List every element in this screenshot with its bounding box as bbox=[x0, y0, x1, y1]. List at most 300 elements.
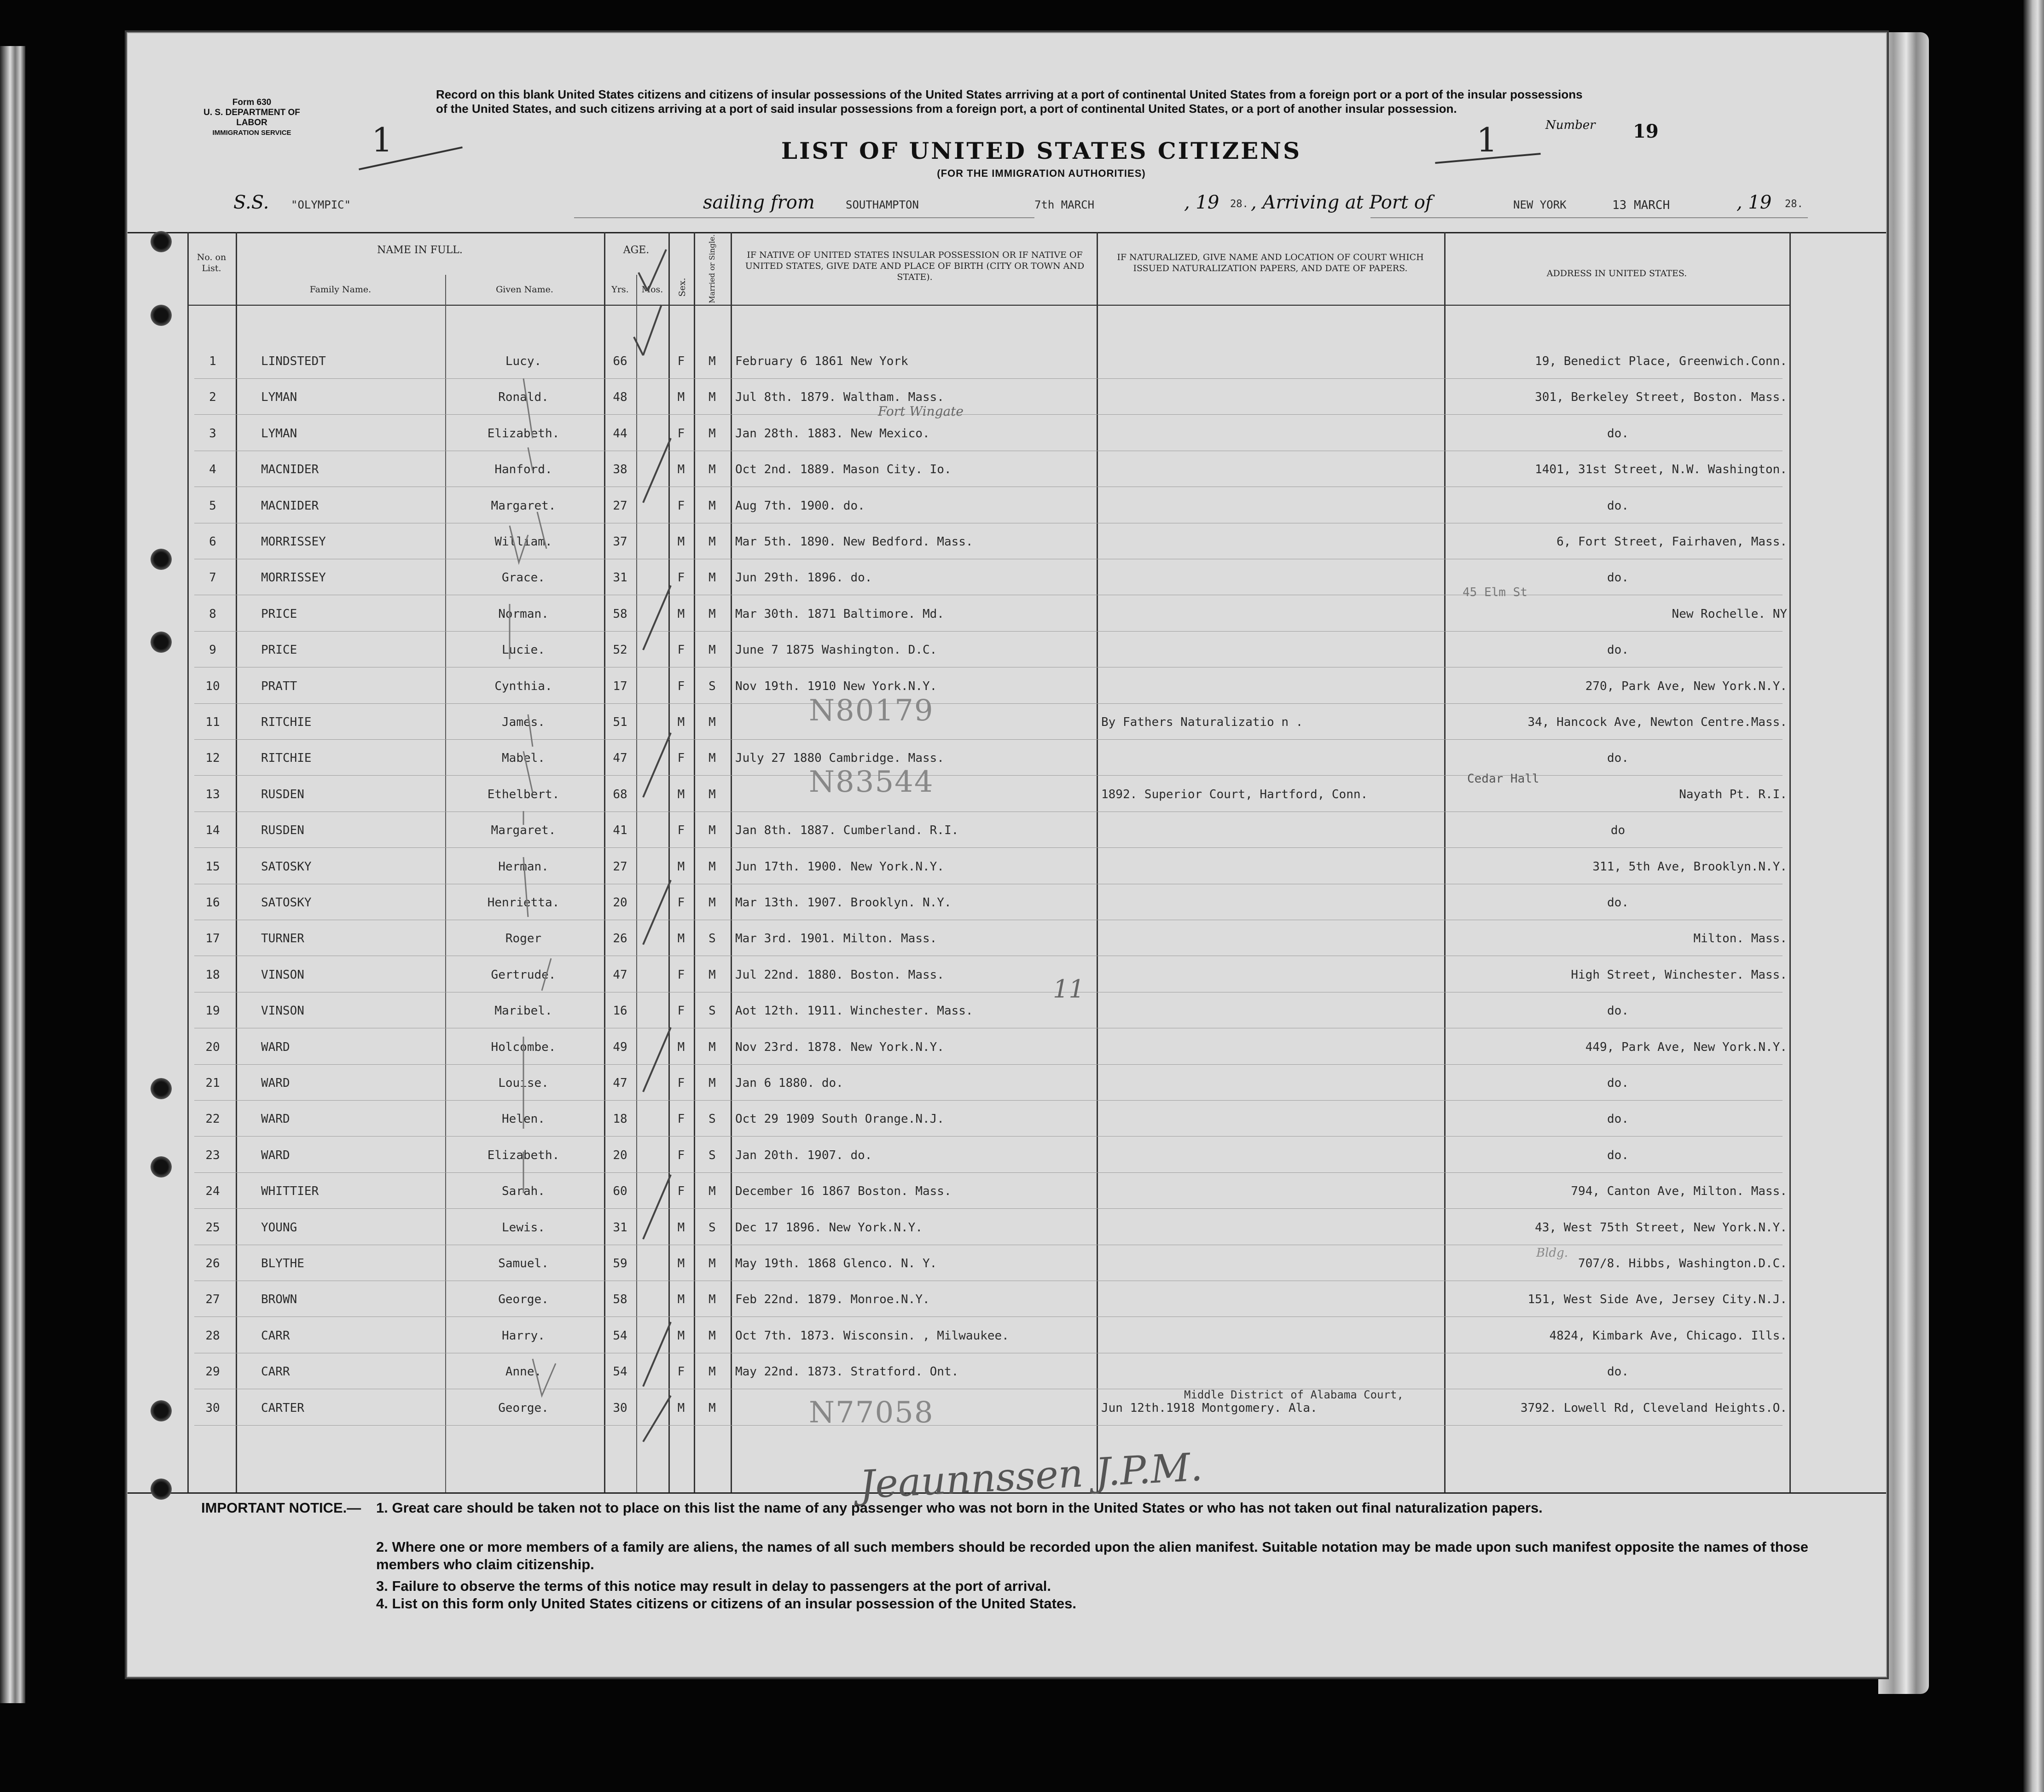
binder-hole bbox=[151, 305, 172, 326]
sex: F bbox=[677, 824, 685, 838]
family-name: MORRISSEY bbox=[261, 535, 326, 549]
row-number: 28 bbox=[205, 1328, 220, 1343]
annotation-price-address: 45 Elm St bbox=[1463, 586, 1527, 599]
sex: F bbox=[677, 1112, 685, 1126]
binder-hole bbox=[151, 1156, 172, 1177]
row-number: 5 bbox=[209, 499, 216, 513]
family-name: PRATT bbox=[261, 679, 297, 693]
binder-hole bbox=[151, 632, 172, 653]
row-number: 18 bbox=[205, 968, 220, 982]
birth-info: Oct 29 1909 South Orange.N.J. bbox=[735, 1112, 944, 1126]
us-address: 19, Benedict Place, Greenwich.Conn. bbox=[1535, 354, 1787, 368]
notice-heading: IMPORTANT NOTICE.— bbox=[201, 1500, 361, 1516]
marital-status: M bbox=[708, 751, 716, 766]
check-mark-8 bbox=[643, 1322, 671, 1386]
given-name: Holcombe. bbox=[491, 1040, 556, 1054]
notice-item-1: 1. Great care should be taken not to place on this list the name of any passenger who was not born in the United States or who has not taken out final naturalization papers. bbox=[376, 1500, 1543, 1516]
given-name: Ethelbert. bbox=[487, 787, 560, 801]
check-mark-3 bbox=[643, 586, 671, 650]
ss-label: S.S. bbox=[233, 192, 269, 213]
marital-status: M bbox=[708, 463, 716, 477]
row-number: 22 bbox=[205, 1112, 220, 1126]
given-name: Helen. bbox=[502, 1112, 545, 1126]
marital-status: M bbox=[708, 535, 716, 549]
age-years: 48 bbox=[613, 390, 627, 405]
family-name: WARD bbox=[261, 1040, 290, 1054]
given-name: William. bbox=[494, 535, 552, 549]
arrival-year: 28. bbox=[1785, 198, 1803, 210]
row-number: 8 bbox=[209, 607, 216, 621]
age-years: 59 bbox=[613, 1257, 627, 1270]
given-name: Elizabeth. bbox=[487, 426, 560, 441]
check-mark-9 bbox=[643, 1396, 671, 1442]
family-name: CARR bbox=[261, 1328, 290, 1343]
given-name: Hanford. bbox=[494, 463, 552, 477]
age-years: 18 bbox=[613, 1112, 627, 1126]
sex: M bbox=[677, 1401, 685, 1415]
us-address: 301, Berkeley Street, Boston. Mass. bbox=[1535, 390, 1787, 405]
col-header-birth: IF NATIVE OF UNITED STATES INSULAR POSSESSION OR IF NATIVE OF UNITED STATES, GIVE DATE AND PLACE OF BIRTH (CITY OR TOWN AND STATE). bbox=[745, 250, 1085, 282]
sex: M bbox=[677, 535, 685, 549]
binder-hole bbox=[151, 549, 172, 570]
marital-status: M bbox=[708, 896, 716, 910]
check-mark-header bbox=[639, 249, 666, 291]
us-address: 43, West 75th Street, New York.N.Y. bbox=[1535, 1220, 1787, 1235]
age-years: 54 bbox=[613, 1365, 627, 1379]
row-number: 30 bbox=[205, 1401, 220, 1415]
marital-status: M bbox=[708, 1365, 716, 1379]
arriving-label: , Arriving at Port of bbox=[1251, 192, 1432, 213]
us-address: 270, Park Ave, New York.N.Y. bbox=[1585, 679, 1787, 693]
us-address: do. bbox=[1607, 1004, 1629, 1018]
page-mark-right: 1 bbox=[1476, 121, 1498, 159]
sex: M bbox=[677, 859, 685, 874]
sex: F bbox=[677, 1184, 685, 1199]
form-number: Form 630 bbox=[232, 98, 272, 107]
us-address: 151, West Side Ave, Jersey City.N.J. bbox=[1527, 1293, 1787, 1307]
birth-info: Jan 28th. 1883. New Mexico. bbox=[735, 426, 930, 441]
ship-name: "OLYMPIC" bbox=[291, 198, 351, 211]
us-address: do. bbox=[1607, 896, 1629, 910]
department-name: U. S. DEPARTMENT OF LABOR bbox=[203, 108, 300, 128]
family-name: LINDSTEDT bbox=[261, 354, 326, 368]
family-name: CARR bbox=[261, 1365, 290, 1379]
sex: M bbox=[677, 1328, 685, 1343]
family-name: RUSDEN bbox=[261, 787, 304, 801]
family-name: RITCHIE bbox=[261, 751, 312, 766]
age-years: 38 bbox=[613, 463, 627, 477]
row-number: 13 bbox=[205, 787, 220, 801]
birth-info: Mar 5th. 1890. New Bedford. Mass. bbox=[735, 535, 973, 549]
marital-status: S bbox=[708, 1220, 716, 1235]
birth-info: Jul 22nd. 1880. Boston. Mass. bbox=[735, 968, 944, 982]
given-name: Mabel. bbox=[502, 751, 545, 766]
us-address: do. bbox=[1607, 1076, 1629, 1090]
us-address: 449, Park Ave, New York.N.Y. bbox=[1585, 1040, 1787, 1054]
sex: M bbox=[677, 715, 685, 729]
us-address: do. bbox=[1607, 1365, 1629, 1379]
right-page-edge bbox=[2023, 0, 2044, 1792]
check-mark-4 bbox=[643, 733, 671, 797]
marital-status: S bbox=[708, 679, 716, 693]
row-number: 24 bbox=[205, 1184, 220, 1199]
service-name: IMMIGRATION SERVICE bbox=[212, 129, 291, 137]
marital-status: M bbox=[708, 968, 716, 982]
family-name: PRICE bbox=[261, 643, 297, 657]
birth-info: Jan 8th. 1887. Cumberland. R.I. bbox=[735, 824, 959, 838]
age-years: 31 bbox=[613, 571, 627, 585]
row-number: 19 bbox=[205, 1004, 220, 1018]
row-number: 12 bbox=[205, 751, 220, 766]
check-mark-6 bbox=[643, 1027, 671, 1092]
tick-3 bbox=[537, 512, 546, 549]
naturalization-info: By Fathers Naturalizatio n . bbox=[1101, 715, 1303, 729]
us-address: do. bbox=[1607, 643, 1629, 657]
check-mark-5 bbox=[643, 880, 671, 945]
given-name: Lucie. bbox=[502, 643, 545, 657]
marital-status: M bbox=[708, 859, 716, 874]
age-years: 58 bbox=[613, 607, 627, 621]
birth-info: Mar 13th. 1907. Brooklyn. N.Y. bbox=[735, 896, 952, 910]
tick-13 bbox=[533, 1359, 556, 1396]
birth-info: Nov 23rd. 1878. New York.N.Y. bbox=[735, 1040, 944, 1054]
given-name: Louise. bbox=[498, 1076, 549, 1090]
marital-status: S bbox=[708, 1148, 716, 1162]
row-number: 23 bbox=[205, 1148, 220, 1162]
given-name: Margaret. bbox=[491, 499, 556, 513]
given-name: Maribel. bbox=[494, 1004, 552, 1018]
stamp-row-11: N80179 bbox=[809, 694, 934, 728]
family-name: YOUNG bbox=[261, 1220, 297, 1235]
age-years: 16 bbox=[613, 1004, 627, 1018]
us-address: do. bbox=[1607, 1112, 1629, 1126]
us-address: 4824, Kimbark Ave, Chicago. Ills. bbox=[1549, 1328, 1787, 1343]
given-name: Samuel. bbox=[498, 1257, 549, 1270]
number-label: Number bbox=[1545, 118, 1596, 132]
birth-info: Oct 7th. 1873. Wisconsin. , Milwaukee. bbox=[735, 1328, 1009, 1343]
sex: M bbox=[677, 1040, 685, 1054]
marital-status: M bbox=[708, 499, 716, 513]
given-name: Grace. bbox=[502, 571, 545, 585]
col-header-mos: Mos. bbox=[641, 284, 663, 295]
row-number: 14 bbox=[205, 824, 220, 838]
marital-status: M bbox=[708, 715, 716, 729]
family-name: SATOSKY bbox=[261, 859, 312, 874]
us-address: do. bbox=[1607, 571, 1629, 585]
sex: F bbox=[677, 968, 685, 982]
age-years: 52 bbox=[613, 643, 627, 657]
family-name: WARD bbox=[261, 1148, 290, 1162]
marital-status: M bbox=[708, 1328, 716, 1343]
age-years: 47 bbox=[613, 751, 627, 766]
sex: F bbox=[677, 679, 685, 693]
check-mark-2 bbox=[643, 438, 671, 503]
family-name: RITCHIE bbox=[261, 715, 312, 729]
row-number: 7 bbox=[209, 571, 216, 585]
col-header-no: No. on List. bbox=[197, 252, 226, 273]
manifest-page bbox=[127, 32, 1887, 1677]
birth-info: May 19th. 1868 Glenco. N. Y. bbox=[735, 1257, 937, 1270]
col-header-sex: Sex. bbox=[677, 278, 687, 297]
given-name: George. bbox=[498, 1293, 549, 1307]
family-name: BLYTHE bbox=[261, 1257, 304, 1270]
age-years: 17 bbox=[613, 679, 627, 693]
birth-info: Jan 6 1880. do. bbox=[735, 1076, 843, 1090]
marital-status: S bbox=[708, 1004, 716, 1018]
sex: F bbox=[677, 1365, 685, 1379]
row-number: 26 bbox=[205, 1257, 220, 1270]
tick-7 bbox=[523, 751, 533, 793]
age-years: 51 bbox=[613, 715, 627, 729]
check-mark-7 bbox=[643, 1175, 671, 1239]
row-number: 11 bbox=[205, 715, 220, 729]
family-name: WARD bbox=[261, 1076, 290, 1090]
notice-item-2: 2. Where one or more members of a family are aliens, the names of all such members should be recorded upon the alien manifest. Suitable notation may be made upon such manifest opposite the names of those members who claim citizenship. bbox=[376, 1539, 1809, 1572]
sex: M bbox=[677, 390, 685, 405]
sailing-label: sailing from bbox=[703, 192, 815, 213]
sex: M bbox=[677, 1293, 685, 1307]
birth-info: June 7 1875 Washington. D.C. bbox=[735, 643, 937, 657]
given-name: James. bbox=[502, 715, 545, 729]
given-name: Harry. bbox=[502, 1328, 545, 1343]
mark-eleven: 11 bbox=[1053, 974, 1085, 1003]
family-name: MACNIDER bbox=[261, 463, 319, 477]
family-name: MORRISSEY bbox=[261, 571, 326, 585]
given-name: Norman. bbox=[498, 607, 549, 621]
sex: M bbox=[677, 1220, 685, 1235]
us-address: 3792. Lowell Rd, Cleveland Heights.O. bbox=[1520, 1401, 1787, 1415]
list-subtitle: (FOR THE IMMIGRATION AUTHORITIES) bbox=[937, 168, 1146, 179]
birth-info: July 27 1880 Cambridge. Mass. bbox=[735, 751, 944, 766]
marital-status: M bbox=[708, 426, 716, 441]
birth-info: Aug 7th. 1900. do. bbox=[735, 499, 865, 513]
us-address: do. bbox=[1607, 426, 1629, 441]
marital-status: M bbox=[708, 1293, 716, 1307]
age-years: 31 bbox=[613, 1220, 627, 1235]
given-name: Margaret. bbox=[491, 824, 556, 838]
annotation-bldg: Bldg. bbox=[1536, 1246, 1568, 1260]
row-number: 2 bbox=[209, 390, 216, 405]
tick-9 bbox=[523, 857, 528, 917]
given-name: Henrietta. bbox=[487, 896, 560, 910]
birth-info: Jun 17th. 1900. New York.N.Y. bbox=[735, 859, 944, 874]
us-address: do. bbox=[1607, 751, 1629, 766]
marital-status: M bbox=[708, 1401, 716, 1415]
given-name: Herman. bbox=[498, 859, 549, 874]
birth-info: Jan 20th. 1907. do. bbox=[735, 1148, 872, 1162]
sex: F bbox=[677, 426, 685, 441]
col-header-married: Married or Single. bbox=[708, 234, 716, 303]
page-mark-left: 1 bbox=[372, 121, 393, 159]
us-address: New Rochelle. NY bbox=[1672, 607, 1787, 621]
age-years: 20 bbox=[613, 1148, 627, 1162]
family-name: WARD bbox=[261, 1112, 290, 1126]
family-name: LYMAN bbox=[261, 426, 297, 441]
age-years: 58 bbox=[613, 1293, 627, 1307]
given-name: Lucy. bbox=[505, 354, 542, 368]
row-number: 27 bbox=[205, 1293, 220, 1307]
tick-6 bbox=[528, 714, 533, 747]
binder-hole bbox=[151, 1479, 172, 1500]
age-years: 30 bbox=[613, 1401, 627, 1415]
birth-info: Feb 22nd. 1879. Monroe.N.Y. bbox=[735, 1293, 930, 1307]
family-name: RUSDEN bbox=[261, 824, 304, 838]
sex: F bbox=[677, 751, 685, 766]
us-address: 794, Canton Ave, Milton. Mass. bbox=[1571, 1184, 1787, 1199]
sex: M bbox=[677, 787, 685, 801]
given-name: George. bbox=[498, 1401, 549, 1415]
sex: M bbox=[677, 607, 685, 621]
year-prefix-1: , 19 bbox=[1184, 192, 1219, 213]
row-number: 17 bbox=[205, 932, 220, 946]
birth-info: Jun 29th. 1896. do. bbox=[735, 571, 872, 585]
stamp-row-30: N77058 bbox=[809, 1396, 934, 1430]
sex: M bbox=[677, 932, 685, 946]
col-header-naturalized: IF NATURALIZED, GIVE NAME AND LOCATION OF COURT WHICH ISSUED NATURALIZATION PAPERS, AND DATE OF PAPERS. bbox=[1117, 252, 1424, 273]
sex: F bbox=[677, 499, 685, 513]
us-address: 1401, 31st Street, N.W. Washington. bbox=[1535, 463, 1787, 477]
family-name: WHITTIER bbox=[261, 1184, 319, 1199]
sex: M bbox=[677, 463, 685, 477]
row-number: 25 bbox=[205, 1220, 220, 1235]
family-name: CARTER bbox=[261, 1401, 304, 1415]
family-name: BROWN bbox=[261, 1293, 297, 1307]
sex: F bbox=[677, 896, 685, 910]
sex: F bbox=[677, 1148, 685, 1162]
pencil-marks bbox=[128, 33, 1886, 1676]
us-address: 707/8. Hibbs, Washington.D.C. bbox=[1578, 1257, 1787, 1270]
marital-status: S bbox=[708, 1112, 716, 1126]
annotation-fort-wingate: Fort Wingate bbox=[878, 404, 964, 419]
row-number: 6 bbox=[209, 535, 216, 549]
arrival-port: NEW YORK bbox=[1513, 198, 1567, 211]
binder-hole bbox=[151, 231, 172, 252]
age-years: 68 bbox=[613, 787, 627, 801]
marital-status: M bbox=[708, 390, 716, 405]
family-name: MACNIDER bbox=[261, 499, 319, 513]
row-number: 16 bbox=[205, 896, 220, 910]
us-address: 34, Hancock Ave, Newton Centre.Mass. bbox=[1527, 715, 1787, 729]
birth-info: Mar 30th. 1871 Baltimore. Md. bbox=[735, 607, 944, 621]
sex: M bbox=[677, 1257, 685, 1270]
tick-10 bbox=[542, 958, 551, 991]
birth-info: December 16 1867 Boston. Mass. bbox=[735, 1184, 952, 1199]
family-name: VINSON bbox=[261, 968, 304, 982]
age-years: 20 bbox=[613, 896, 627, 910]
us-address: 311, 5th Ave, Brooklyn.N.Y. bbox=[1592, 859, 1787, 874]
inspector-signature: Jeaunnssen J.P.M. bbox=[858, 1444, 1204, 1508]
tick-1 bbox=[523, 378, 533, 438]
annotation-cedar-hall: Cedar Hall bbox=[1467, 772, 1539, 786]
row-number: 4 bbox=[209, 463, 216, 477]
row-number: 29 bbox=[205, 1365, 220, 1379]
departure-date: 7th MARCH bbox=[1034, 198, 1095, 211]
marital-status: M bbox=[708, 1184, 716, 1199]
us-address: High Street, Winchester. Mass. bbox=[1571, 968, 1787, 982]
us-address: Milton. Mass. bbox=[1693, 932, 1787, 946]
number-value: 19 bbox=[1633, 121, 1659, 142]
given-name: Ronald. bbox=[498, 390, 549, 405]
age-years: 41 bbox=[613, 824, 627, 838]
given-name: Lewis. bbox=[502, 1220, 545, 1235]
given-name: Gertrude. bbox=[491, 968, 556, 982]
given-name: Elizabeth. bbox=[487, 1148, 560, 1162]
col-header-family: Family Name. bbox=[309, 284, 372, 295]
row-number: 10 bbox=[205, 679, 220, 693]
family-name: VINSON bbox=[261, 1004, 304, 1018]
age-years: 27 bbox=[613, 499, 627, 513]
birth-info: Mar 3rd. 1901. Milton. Mass. bbox=[735, 932, 937, 946]
age-years: 47 bbox=[613, 968, 627, 982]
naturalization-info: 1892. Superior Court, Hartford, Conn. bbox=[1101, 787, 1368, 801]
us-address: 6, Fort Street, Fairhaven, Mass. bbox=[1556, 535, 1787, 549]
given-name: Cynthia. bbox=[494, 679, 552, 693]
sex: F bbox=[677, 643, 685, 657]
row-number: 20 bbox=[205, 1040, 220, 1054]
marital-status: M bbox=[708, 1076, 716, 1090]
age-years: 54 bbox=[613, 1328, 627, 1343]
birth-info: Jul 8th. 1879. Waltham. Mass. bbox=[735, 390, 944, 405]
notice-item-3: 3. Failure to observe the terms of this notice may result in delay to passengers at the port of arrival. bbox=[376, 1578, 1051, 1594]
marital-status: S bbox=[708, 932, 716, 946]
age-years: 49 bbox=[613, 1040, 627, 1054]
binder-hole bbox=[151, 1078, 172, 1099]
given-name: Anne. bbox=[505, 1365, 542, 1379]
given-name: Sarah. bbox=[502, 1184, 545, 1199]
birth-info: February 6 1861 New York bbox=[735, 354, 908, 368]
sex: F bbox=[677, 571, 685, 585]
arrival-date: 13 MARCH bbox=[1612, 198, 1670, 212]
marital-status: M bbox=[708, 787, 716, 801]
col-header-address: ADDRESS IN UNITED STATES. bbox=[1546, 268, 1687, 278]
us-address: do. bbox=[1607, 1148, 1629, 1162]
given-name: Roger bbox=[505, 932, 542, 946]
col-header-age: AGE. bbox=[623, 244, 650, 256]
row-number: 21 bbox=[205, 1076, 220, 1090]
birth-info: May 22nd. 1873. Stratford. Ont. bbox=[735, 1365, 959, 1379]
age-years: 27 bbox=[613, 859, 627, 874]
marital-status: M bbox=[708, 1040, 716, 1054]
notice-item-4: 4. List on this form only United States citizens or citizens of an insular possession of the United States. bbox=[376, 1595, 1076, 1612]
marital-status: M bbox=[708, 824, 716, 838]
sex: F bbox=[677, 1004, 685, 1018]
left-page-edge bbox=[0, 46, 25, 1703]
col-header-yrs: Yrs. bbox=[611, 284, 629, 295]
birth-info: Nov 19th. 1910 New York.N.Y. bbox=[735, 679, 937, 693]
form-instructions: Record on this blank United States citizens and citizens of insular possessions of the United States arrriving at a port of continental United States from a foreign port or a port of the insular possessions of the United States, and such citizens arriving at a port of said insular possessions from a foreign port, a port of continental United States, or a port of another insular possession. bbox=[436, 87, 1583, 116]
departure-port: SOUTHAMPTON bbox=[846, 198, 919, 211]
birth-info: Oct 2nd. 1889. Mason City. Io. bbox=[735, 463, 952, 477]
stamp-row-13: N83544 bbox=[809, 765, 934, 799]
binder-hole bbox=[151, 1400, 172, 1421]
us-address: Nayath Pt. R.I. bbox=[1679, 787, 1787, 801]
year-prefix-2: , 19 bbox=[1736, 192, 1772, 213]
us-address: do bbox=[1610, 824, 1626, 838]
age-years: 44 bbox=[613, 426, 627, 441]
departure-year: 28. bbox=[1230, 198, 1248, 210]
row-number: 15 bbox=[205, 859, 220, 874]
family-name: PRICE bbox=[261, 607, 297, 621]
row-number: 3 bbox=[209, 426, 216, 441]
family-name: LYMAN bbox=[261, 390, 297, 405]
family-name: SATOSKY bbox=[261, 896, 312, 910]
marital-status: M bbox=[708, 607, 716, 621]
birth-info: Dec 17 1896. New York.N.Y. bbox=[735, 1220, 923, 1235]
sex: F bbox=[677, 1076, 685, 1090]
row-number: 9 bbox=[209, 643, 216, 657]
tick-4 bbox=[510, 526, 528, 563]
age-years: 37 bbox=[613, 535, 627, 549]
